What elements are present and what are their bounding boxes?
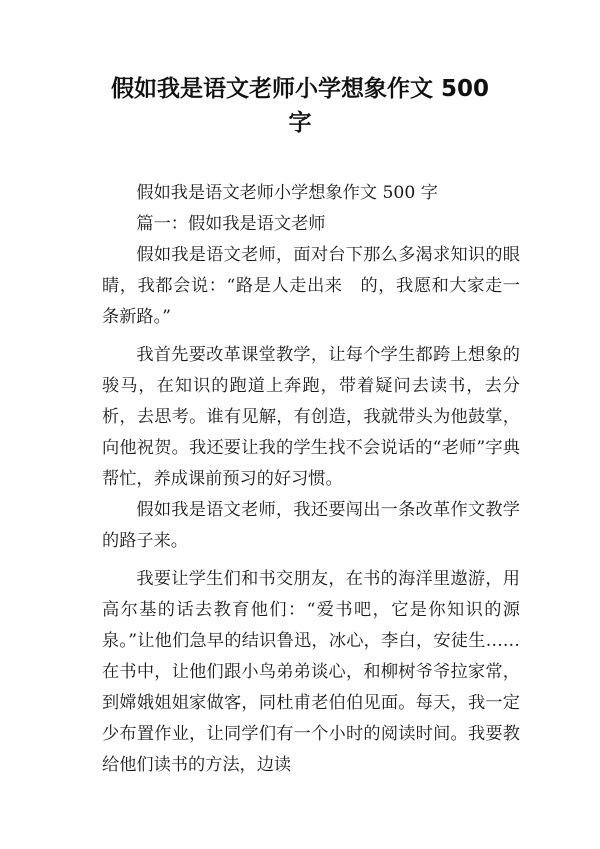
document-body — [102, 178, 520, 781]
document-title — [60, 72, 540, 140]
paragraph-chapter: 篇一：假如我是语文老师 — [136, 214, 326, 234]
paragraph-2: 我首先要改革课堂教学，让每个学生都跨上想象的骏马，在知识的跑道上奔跑，带着疑问去读书，去分析，去思考。谁有见解，有创造，我就带头为他鼓掌，向他祝贺。我还要让我的学生找不会说话的“老师”字典帮忙，养成课前预习的好习惯。 — [102, 345, 520, 489]
paragraph-3: 假如我是语文老师，我还要闯出一条改革作文教学的路子来。 — [102, 500, 520, 551]
paragraph-1: 假如我是语文老师，面对台下那么多渴求知识的眼睛，我都会说：“路是人走出来 的，我愿和大家走一条新路。” — [102, 245, 520, 327]
document-title-line2: 字 — [288, 110, 312, 136]
paragraph-heading: 假如我是语文老师小学想象作文 500 字 — [136, 183, 438, 203]
document-title-line1: 假如我是语文老师小学想象作文 500 — [110, 76, 490, 102]
paragraph-4: 我要让学生们和书交朋友，在书的海洋里遨游，用高尔基的话去教育他们：“爱书吧，它是你知识的源泉。”让他们急早的结识鲁迅，冰心，李白，安徒生……在书中，让他们跟小鸟弟弟谈心，和柳树爷爷拉家常，到嫦娥姐姐家做客，同杜甫老伯伯见面。每天，我一定少布置作业，让同学们有一个小时的阅读时间。我要教给他们读书的方法，边读 — [102, 569, 520, 775]
